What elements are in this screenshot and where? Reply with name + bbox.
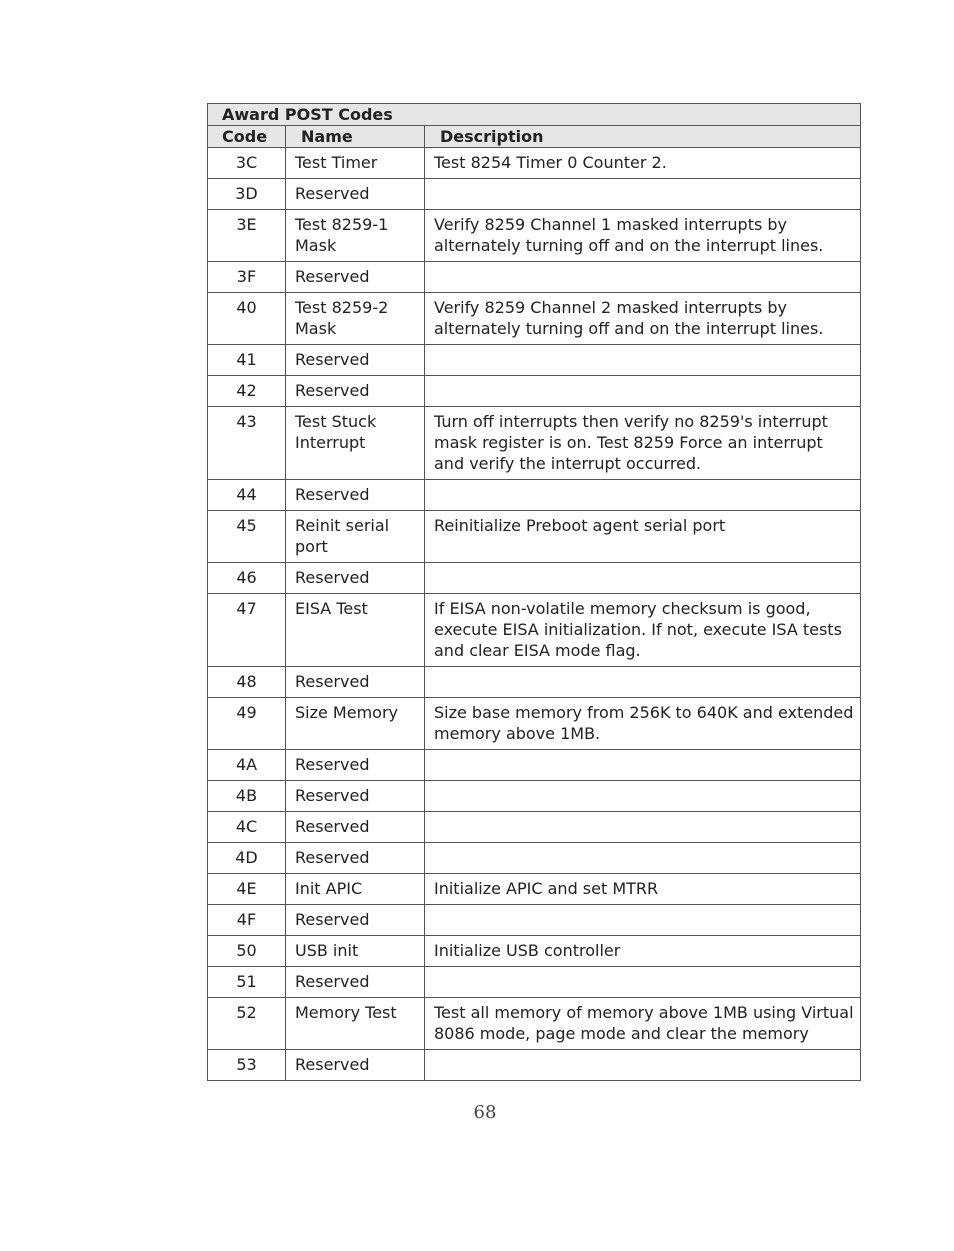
cell-code: 48 [208, 667, 286, 698]
cell-name: Reserved [286, 262, 425, 293]
table-row [208, 262, 861, 293]
cell-code: 4A [208, 750, 286, 781]
column-header-description: Description [425, 126, 861, 148]
cell-name: Reserved [286, 563, 425, 594]
cell-description: Verify 8259 Channel 2 masked interrupts by alternately turning off and on the interrupt lines. [425, 293, 861, 345]
page-number: 68 [473, 1102, 497, 1123]
table-row [208, 905, 861, 936]
cell-description [425, 905, 861, 936]
table-row [208, 210, 861, 262]
cell-description: If EISA non-volatile memory checksum is good, execute EISA initialization. If not, execute ISA tests and clear EISA mode flag. [425, 594, 861, 667]
table-row [208, 345, 861, 376]
table-row [208, 594, 861, 667]
column-header-name: Name [286, 126, 425, 148]
cell-name: Reserved [286, 843, 425, 874]
cell-code: 4B [208, 781, 286, 812]
cell-code: 41 [208, 345, 286, 376]
cell-name: Memory Test [286, 998, 425, 1050]
table-row [208, 698, 861, 750]
table-row [208, 480, 861, 511]
cell-code: 49 [208, 698, 286, 750]
cell-description [425, 812, 861, 843]
cell-code: 50 [208, 936, 286, 967]
table-row [208, 148, 861, 179]
cell-name: Reserved [286, 376, 425, 407]
cell-description: Verify 8259 Channel 1 masked interrupts by alternately turning off and on the interrupt lines. [425, 210, 861, 262]
cell-code: 51 [208, 967, 286, 998]
table-row [208, 179, 861, 210]
table-row [208, 750, 861, 781]
table-title-row [208, 104, 861, 126]
cell-name: Reserved [286, 750, 425, 781]
table-row [208, 967, 861, 998]
cell-name: Reserved [286, 905, 425, 936]
cell-description: Reinitialize Preboot agent serial port [425, 511, 861, 563]
cell-code: 44 [208, 480, 286, 511]
table-row [208, 781, 861, 812]
cell-description [425, 376, 861, 407]
cell-name: Reserved [286, 812, 425, 843]
cell-name: Test 8259-1 Mask [286, 210, 425, 262]
cell-description [425, 563, 861, 594]
cell-code: 4C [208, 812, 286, 843]
table-row [208, 376, 861, 407]
cell-name: Reserved [286, 1050, 425, 1081]
cell-code: 45 [208, 511, 286, 563]
cell-name: Reserved [286, 667, 425, 698]
cell-description [425, 750, 861, 781]
cell-code: 3E [208, 210, 286, 262]
cell-name: Reserved [286, 967, 425, 998]
cell-code: 4D [208, 843, 286, 874]
cell-name: USB init [286, 936, 425, 967]
cell-description: Initialize APIC and set MTRR [425, 874, 861, 905]
cell-description [425, 345, 861, 376]
cell-code: 40 [208, 293, 286, 345]
cell-description: Test all memory of memory above 1MB using Virtual 8086 mode, page mode and clear the memory [425, 998, 861, 1050]
cell-code: 43 [208, 407, 286, 480]
table-row [208, 874, 861, 905]
table-header-row [208, 126, 861, 148]
table-row [208, 511, 861, 563]
cell-name: Reserved [286, 345, 425, 376]
cell-description [425, 843, 861, 874]
table-row [208, 843, 861, 874]
cell-name: Reserved [286, 179, 425, 210]
cell-name: Reserved [286, 480, 425, 511]
table-row [208, 293, 861, 345]
cell-code: 52 [208, 998, 286, 1050]
cell-description [425, 781, 861, 812]
cell-code: 42 [208, 376, 286, 407]
cell-name: Test 8259-2 Mask [286, 293, 425, 345]
table-row [208, 563, 861, 594]
cell-code: 4F [208, 905, 286, 936]
cell-description [425, 179, 861, 210]
cell-code: 53 [208, 1050, 286, 1081]
cell-description [425, 667, 861, 698]
cell-description [425, 1050, 861, 1081]
table-row [208, 1050, 861, 1081]
table-row [208, 407, 861, 480]
cell-code: 3F [208, 262, 286, 293]
cell-code: 3C [208, 148, 286, 179]
cell-code: 46 [208, 563, 286, 594]
cell-name: Size Memory [286, 698, 425, 750]
cell-description: Turn off interrupts then verify no 8259's interrupt mask register is on. Test 8259 Force an interrupt and verify the interrupt occurred. [425, 407, 861, 480]
table-row [208, 936, 861, 967]
cell-name: EISA Test [286, 594, 425, 667]
cell-description [425, 262, 861, 293]
cell-name: Test Timer [286, 148, 425, 179]
cell-code: 3D [208, 179, 286, 210]
cell-name: Test Stuck Interrupt [286, 407, 425, 480]
column-header-code: Code [208, 126, 286, 148]
table-row [208, 998, 861, 1050]
cell-name: Init APIC [286, 874, 425, 905]
table-row [208, 667, 861, 698]
cell-name: Reserved [286, 781, 425, 812]
table-title: Award POST Codes [208, 104, 861, 126]
table-row [208, 812, 861, 843]
cell-name: Reinit serial port [286, 511, 425, 563]
cell-description: Size base memory from 256K to 640K and extended memory above 1MB. [425, 698, 861, 750]
cell-description: Test 8254 Timer 0 Counter 2. [425, 148, 861, 179]
cell-code: 47 [208, 594, 286, 667]
cell-description [425, 967, 861, 998]
post-codes-table [207, 103, 861, 1081]
cell-description: Initialize USB controller [425, 936, 861, 967]
cell-description [425, 480, 861, 511]
cell-code: 4E [208, 874, 286, 905]
